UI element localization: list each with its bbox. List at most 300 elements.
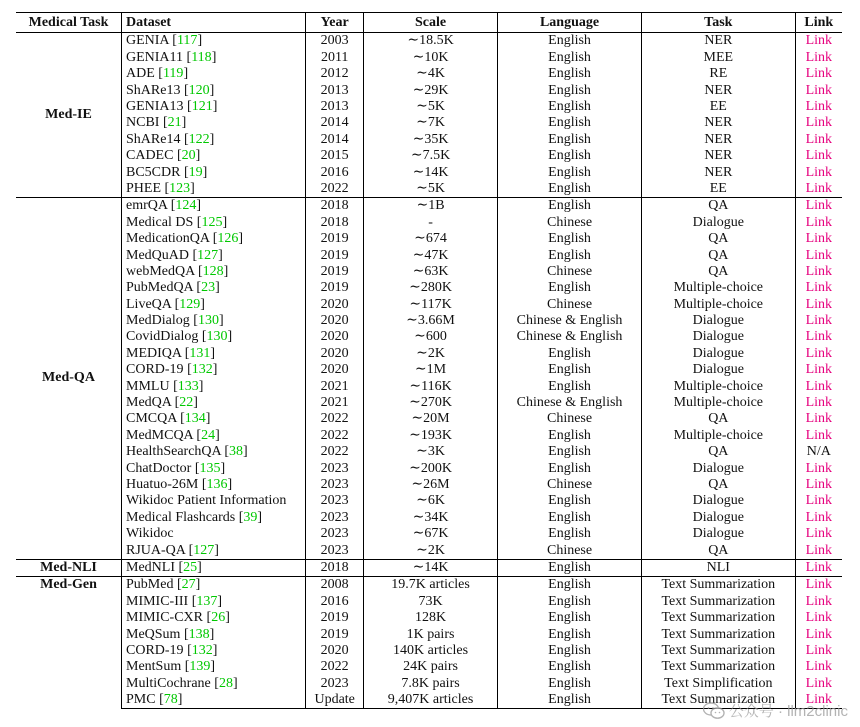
task-cell: Text Summarization bbox=[642, 659, 796, 675]
dataset-cell: ShARe13 [120] bbox=[122, 82, 306, 98]
year-cell: 2019 bbox=[306, 247, 364, 263]
task-cell: Text Summarization bbox=[642, 593, 796, 609]
citation-ref[interactable]: 132 bbox=[191, 362, 213, 378]
dataset-cell: MultiCochrane [28] bbox=[122, 675, 306, 691]
scale-cell: 73K bbox=[363, 593, 497, 609]
table-row bbox=[16, 395, 842, 411]
dataset-cell: PubMed [27] bbox=[122, 576, 306, 593]
citation-ref[interactable]: 20 bbox=[181, 148, 196, 164]
task-cell: Dialogue bbox=[642, 493, 796, 509]
task-cell: Multiple-choice bbox=[642, 378, 796, 394]
year-cell: 2023 bbox=[306, 542, 364, 559]
dataset-cell: CORD-19 [132] bbox=[122, 362, 306, 378]
dataset-link[interactable]: Link bbox=[805, 610, 833, 626]
link-cell bbox=[795, 131, 842, 147]
dataset-name: CORD-19 bbox=[126, 362, 184, 378]
dataset-name: MedMCQA bbox=[126, 427, 193, 443]
dataset-name: MMLU bbox=[126, 378, 170, 394]
header-task: Task bbox=[642, 13, 796, 33]
table-row bbox=[16, 411, 842, 427]
language-cell: Chinese bbox=[498, 214, 642, 230]
link-cell bbox=[795, 148, 842, 164]
table-row bbox=[16, 33, 842, 50]
table-row bbox=[16, 164, 842, 180]
dataset-link[interactable]: Link bbox=[805, 231, 833, 247]
task-cell: Multiple-choice bbox=[642, 280, 796, 296]
task-cell: Dialogue bbox=[642, 460, 796, 476]
dataset-link[interactable]: Link bbox=[805, 659, 833, 675]
table-row bbox=[16, 181, 842, 198]
dataset-link[interactable]: Link bbox=[805, 296, 833, 312]
task-cell: Dialogue bbox=[642, 329, 796, 345]
table-row bbox=[16, 49, 842, 65]
link-cell bbox=[795, 181, 842, 198]
table-row bbox=[16, 99, 842, 115]
language-cell: Chinese bbox=[498, 263, 642, 279]
task-cell: Text Summarization bbox=[642, 610, 796, 626]
link-cell bbox=[795, 49, 842, 65]
link-cell bbox=[795, 345, 842, 361]
link-cell bbox=[795, 66, 842, 82]
dataset-name: CADEC bbox=[126, 148, 174, 164]
table-row bbox=[16, 214, 842, 230]
dataset-link[interactable]: Link bbox=[805, 378, 833, 394]
year-cell: 2023 bbox=[306, 675, 364, 691]
dataset-link[interactable]: Link bbox=[805, 329, 833, 345]
year-cell: 2013 bbox=[306, 82, 364, 98]
language-cell: English bbox=[498, 626, 642, 642]
scale-cell: ∼14K bbox=[363, 559, 497, 576]
dataset-name: MedicationQA bbox=[126, 231, 210, 247]
dataset-link[interactable]: Link bbox=[805, 263, 833, 279]
year-cell: 2019 bbox=[306, 231, 364, 247]
dataset-link[interactable]: Link bbox=[805, 476, 833, 492]
task-cell: QA bbox=[642, 197, 796, 214]
header-medical-task: Medical Task bbox=[16, 13, 122, 33]
table-row bbox=[16, 509, 842, 525]
scale-cell: ∼280K bbox=[363, 280, 497, 296]
task-cell: Dialogue bbox=[642, 214, 796, 230]
link-cell bbox=[795, 164, 842, 180]
scale-cell: 140K articles bbox=[363, 642, 497, 658]
table-row bbox=[16, 148, 842, 164]
year-cell: 2014 bbox=[306, 115, 364, 131]
link-cell bbox=[795, 362, 842, 378]
dataset-cell: CovidDialog [130] bbox=[122, 329, 306, 345]
dataset-link[interactable]: Link bbox=[805, 345, 833, 361]
dataset-name: GENIA11 bbox=[126, 49, 184, 65]
citation-ref[interactable]: 130 bbox=[206, 329, 228, 345]
language-cell: English bbox=[498, 99, 642, 115]
task-cell: NER bbox=[642, 82, 796, 98]
group-med-gen bbox=[16, 576, 842, 708]
dataset-name: MedNLI bbox=[126, 559, 175, 575]
link-cell bbox=[795, 559, 842, 576]
scale-cell: 128K bbox=[363, 610, 497, 626]
year-cell: 2020 bbox=[306, 329, 364, 345]
dataset-cell: CORD-19 [132] bbox=[122, 642, 306, 658]
year-cell: 2014 bbox=[306, 131, 364, 147]
dataset-name: CMCQA bbox=[126, 411, 177, 427]
table-row bbox=[16, 460, 842, 476]
citation-ref[interactable]: 128 bbox=[202, 263, 224, 279]
watermark-text: 公众号 · llm2clinic bbox=[728, 703, 848, 720]
dataset-link[interactable]: Link bbox=[805, 509, 833, 525]
dataset-link[interactable]: Link bbox=[805, 362, 833, 378]
task-cell: Dialogue bbox=[642, 362, 796, 378]
scale-cell: ∼20M bbox=[363, 411, 497, 427]
table-row bbox=[16, 231, 842, 247]
dataset-name: NCBI bbox=[126, 115, 160, 131]
year-cell: 2008 bbox=[306, 576, 364, 593]
dataset-cell: MedMCQA [24] bbox=[122, 427, 306, 443]
language-cell: English bbox=[498, 559, 642, 576]
language-cell: English bbox=[498, 115, 642, 131]
dataset-cell: BC5CDR [19] bbox=[122, 164, 306, 180]
language-cell: Chinese bbox=[498, 542, 642, 559]
citation-ref[interactable]: 125 bbox=[201, 214, 223, 230]
citation-ref[interactable]: 122 bbox=[188, 131, 210, 147]
year-cell: 2018 bbox=[306, 559, 364, 576]
dataset-cell: CADEC [20] bbox=[122, 148, 306, 164]
link-cell bbox=[795, 296, 842, 312]
citation-ref[interactable]: 134 bbox=[184, 411, 206, 427]
table-row bbox=[16, 444, 842, 460]
dataset-cell: PubMedQA [23] bbox=[122, 280, 306, 296]
citation-ref[interactable]: 131 bbox=[189, 345, 211, 361]
language-cell: English bbox=[498, 66, 642, 82]
citation-ref[interactable]: 39 bbox=[243, 509, 258, 525]
language-cell: English bbox=[498, 378, 642, 394]
scale-cell: ∼4K bbox=[363, 66, 497, 82]
language-cell: Chinese bbox=[498, 411, 642, 427]
dataset-link[interactable]: Link bbox=[805, 626, 833, 642]
scale-cell: ∼1M bbox=[363, 362, 497, 378]
dataset-name: MIMIC-CXR bbox=[126, 610, 204, 626]
citation-ref[interactable]: 24 bbox=[201, 427, 216, 443]
scale-cell: ∼600 bbox=[363, 329, 497, 345]
dataset-link[interactable]: Link bbox=[805, 99, 833, 114]
medical-task-cell: Med-NLI bbox=[16, 559, 122, 576]
language-cell: English bbox=[498, 675, 642, 691]
dataset-link[interactable]: Link bbox=[805, 526, 833, 542]
citation-ref[interactable]: 127 bbox=[193, 542, 215, 558]
table-row bbox=[16, 329, 842, 345]
citation-ref[interactable]: 133 bbox=[177, 378, 199, 394]
dataset-link[interactable]: Link bbox=[805, 427, 833, 443]
language-cell: English bbox=[498, 610, 642, 626]
dataset-link[interactable]: Link bbox=[805, 280, 833, 296]
table-row bbox=[16, 675, 842, 691]
language-cell: English bbox=[498, 231, 642, 247]
task-cell: Text Summarization bbox=[642, 576, 796, 593]
table-row bbox=[16, 542, 842, 559]
dataset-name: Wikidoc bbox=[126, 526, 174, 542]
header-year: Year bbox=[306, 13, 364, 33]
link-cell bbox=[795, 642, 842, 658]
task-cell: NER bbox=[642, 164, 796, 180]
dataset-name: MultiCochrane bbox=[126, 675, 211, 691]
dataset-link[interactable]: Link bbox=[805, 33, 833, 49]
citation-ref[interactable]: 127 bbox=[197, 247, 219, 263]
scale-cell: ∼3K bbox=[363, 444, 497, 460]
dataset-cell: emrQA [124] bbox=[122, 197, 306, 214]
dataset-cell: webMedQA [128] bbox=[122, 263, 306, 279]
dataset-name: GENIA13 bbox=[126, 99, 184, 114]
citation-ref[interactable]: 25 bbox=[183, 559, 198, 575]
citation-ref[interactable]: 139 bbox=[189, 659, 211, 675]
task-cell: QA bbox=[642, 231, 796, 247]
header-dataset: Dataset bbox=[122, 13, 306, 33]
citation-ref[interactable]: 121 bbox=[191, 99, 213, 114]
year-cell: 2020 bbox=[306, 345, 364, 361]
dataset-link[interactable]: Link bbox=[805, 395, 833, 411]
link-cell bbox=[795, 444, 842, 460]
dataset-link[interactable]: Link bbox=[805, 460, 833, 476]
task-cell: QA bbox=[642, 263, 796, 279]
scale-cell: ∼270K bbox=[363, 395, 497, 411]
scale-cell: ∼14K bbox=[363, 164, 497, 180]
dataset-link[interactable]: Link bbox=[805, 66, 833, 82]
dataset-name: Huatuo-26M bbox=[126, 476, 199, 492]
language-cell: English bbox=[498, 526, 642, 542]
citation-ref[interactable]: 118 bbox=[191, 49, 212, 65]
citation-ref[interactable]: 132 bbox=[191, 642, 213, 658]
header-language: Language bbox=[498, 13, 642, 33]
language-cell: English bbox=[498, 460, 642, 476]
link-cell bbox=[795, 214, 842, 230]
language-cell: English bbox=[498, 444, 642, 460]
citation-ref[interactable]: 27 bbox=[181, 577, 196, 593]
dataset-name: HealthSearchQA bbox=[126, 444, 221, 460]
task-cell: QA bbox=[642, 247, 796, 263]
language-cell: English bbox=[498, 593, 642, 609]
citation-ref[interactable]: 21 bbox=[167, 115, 182, 131]
task-cell: Multiple-choice bbox=[642, 427, 796, 443]
citation-ref[interactable]: 137 bbox=[196, 593, 218, 609]
dataset-cell: ChatDoctor [135] bbox=[122, 460, 306, 476]
dataset-link[interactable]: Link bbox=[805, 675, 833, 691]
table-row bbox=[16, 280, 842, 296]
header-scale: Scale bbox=[363, 13, 497, 33]
dataset-name: Wikidoc Patient Information bbox=[126, 493, 287, 509]
dataset-link[interactable]: Link bbox=[805, 692, 833, 708]
link-cell bbox=[795, 231, 842, 247]
citation-ref[interactable]: 23 bbox=[201, 280, 216, 296]
dataset-name: LiveQA bbox=[126, 296, 172, 312]
citation-ref[interactable]: 129 bbox=[179, 296, 201, 312]
dataset-link[interactable]: Link bbox=[805, 559, 833, 575]
year-cell: 2020 bbox=[306, 313, 364, 329]
dataset-name: MIMIC-III bbox=[126, 593, 189, 609]
dataset-link[interactable]: Link bbox=[805, 198, 833, 214]
dataset-link[interactable]: Link bbox=[805, 115, 833, 131]
scale-cell: ∼18.5K bbox=[363, 33, 497, 50]
task-cell: NER bbox=[642, 33, 796, 50]
scale-cell: ∼34K bbox=[363, 509, 497, 525]
scale-cell: 9,407K articles bbox=[363, 692, 497, 709]
scale-cell: ∼1B bbox=[363, 197, 497, 214]
citation-ref[interactable]: 28 bbox=[218, 675, 233, 691]
dataset-name: ShARe14 bbox=[126, 131, 181, 147]
year-cell: 2012 bbox=[306, 66, 364, 82]
dataset-cell: MEDIQA [131] bbox=[122, 345, 306, 361]
link-cell bbox=[795, 33, 842, 50]
citation-ref[interactable]: 78 bbox=[163, 692, 178, 708]
year-cell: 2021 bbox=[306, 378, 364, 394]
year-cell: 2022 bbox=[306, 427, 364, 443]
citation-ref[interactable]: 126 bbox=[217, 231, 239, 247]
dataset-cell: Medical Flashcards [39] bbox=[122, 509, 306, 525]
language-cell: Chinese & English bbox=[498, 313, 642, 329]
citation-ref[interactable]: 138 bbox=[188, 626, 210, 642]
citation-ref[interactable]: 38 bbox=[229, 444, 244, 460]
link-cell bbox=[795, 610, 842, 626]
dataset-name: ShARe13 bbox=[126, 82, 181, 98]
task-cell: Text Simplification bbox=[642, 675, 796, 691]
year-cell: 2023 bbox=[306, 460, 364, 476]
task-cell: Text Summarization bbox=[642, 642, 796, 658]
link-cell bbox=[795, 526, 842, 542]
table-row bbox=[16, 131, 842, 147]
table-row bbox=[16, 626, 842, 642]
year-cell: 2021 bbox=[306, 395, 364, 411]
scale-cell: ∼63K bbox=[363, 263, 497, 279]
dataset-link[interactable]: Link bbox=[805, 164, 833, 180]
link-na: N/A bbox=[806, 444, 831, 460]
table-row bbox=[16, 115, 842, 131]
link-cell bbox=[795, 542, 842, 559]
citation-ref[interactable]: 119 bbox=[162, 66, 184, 82]
scale-cell: ∼47K bbox=[363, 247, 497, 263]
dataset-name: MEDIQA bbox=[126, 345, 182, 361]
scale-cell: ∼117K bbox=[363, 296, 497, 312]
dataset-link[interactable]: Link bbox=[805, 148, 833, 164]
dataset-cell: RJUA-QA [127] bbox=[122, 542, 306, 559]
citation-ref[interactable]: 26 bbox=[211, 610, 226, 626]
dataset-link[interactable]: Link bbox=[805, 411, 833, 427]
task-cell: EE bbox=[642, 99, 796, 115]
table-row bbox=[16, 247, 842, 263]
dataset-link[interactable]: Link bbox=[805, 313, 833, 329]
dataset-cell: MedQA [22] bbox=[122, 395, 306, 411]
group-med-ie bbox=[16, 33, 842, 198]
dataset-link[interactable]: Link bbox=[805, 131, 833, 147]
dataset-link[interactable]: Link bbox=[805, 82, 833, 98]
dataset-link[interactable]: Link bbox=[805, 214, 833, 230]
citation-ref[interactable]: 124 bbox=[175, 198, 197, 214]
task-cell: Multiple-choice bbox=[642, 296, 796, 312]
link-cell bbox=[795, 280, 842, 296]
link-cell bbox=[795, 247, 842, 263]
table-row bbox=[16, 263, 842, 279]
header-link: Link bbox=[795, 13, 842, 33]
year-cell: 2019 bbox=[306, 610, 364, 626]
task-cell: Dialogue bbox=[642, 509, 796, 525]
dataset-cell: MedDialog [130] bbox=[122, 313, 306, 329]
citation-ref[interactable]: 136 bbox=[206, 476, 228, 492]
table-row bbox=[16, 378, 842, 394]
language-cell: Chinese & English bbox=[498, 329, 642, 345]
dataset-link[interactable]: Link bbox=[805, 493, 833, 509]
language-cell: English bbox=[498, 82, 642, 98]
header-row bbox=[16, 13, 842, 33]
dataset-link[interactable]: Link bbox=[805, 642, 833, 658]
language-cell: English bbox=[498, 49, 642, 65]
scale-cell: 19.7K articles bbox=[363, 576, 497, 593]
citation-ref[interactable]: 130 bbox=[197, 313, 219, 329]
task-cell: RE bbox=[642, 66, 796, 82]
table-row bbox=[16, 493, 842, 509]
dataset-name: Medical Flashcards bbox=[126, 509, 236, 525]
year-cell: 2016 bbox=[306, 593, 364, 609]
citation-ref[interactable]: 117 bbox=[176, 33, 198, 49]
table-row bbox=[16, 296, 842, 312]
table-row bbox=[16, 66, 842, 82]
citation-ref[interactable]: 19 bbox=[188, 164, 203, 180]
citation-ref[interactable]: 123 bbox=[169, 180, 191, 196]
language-cell: English bbox=[498, 576, 642, 593]
dataset-link[interactable]: Link bbox=[805, 49, 833, 65]
dataset-cell: PHEE [123] bbox=[122, 181, 306, 198]
dataset-cell: Huatuo-26M [136] bbox=[122, 477, 306, 493]
link-cell bbox=[795, 626, 842, 642]
dataset-cell: MeQSum [138] bbox=[122, 626, 306, 642]
dataset-link[interactable]: Link bbox=[805, 542, 833, 558]
dataset-cell: Medical DS [125] bbox=[122, 214, 306, 230]
table-row bbox=[16, 82, 842, 98]
link-cell bbox=[795, 99, 842, 115]
link-cell bbox=[795, 411, 842, 427]
scale-cell: ∼674 bbox=[363, 231, 497, 247]
medical-task-cell: Med-Gen bbox=[16, 576, 122, 708]
citation-ref[interactable]: 120 bbox=[188, 82, 210, 98]
table-row bbox=[16, 692, 842, 709]
dataset-name: PHEE bbox=[126, 180, 161, 196]
link-cell bbox=[795, 493, 842, 509]
citation-ref[interactable]: 135 bbox=[199, 460, 221, 476]
dataset-cell: MIMIC-III [137] bbox=[122, 593, 306, 609]
table-row bbox=[16, 477, 842, 493]
dataset-link[interactable]: Link bbox=[805, 577, 833, 593]
year-cell: 2023 bbox=[306, 509, 364, 525]
scale-cell: ∼5K bbox=[363, 181, 497, 198]
dataset-cell: MMLU [133] bbox=[122, 378, 306, 394]
year-cell: 2023 bbox=[306, 526, 364, 542]
table-row bbox=[16, 559, 842, 576]
group-med-qa bbox=[16, 197, 842, 559]
scale-cell: ∼116K bbox=[363, 378, 497, 394]
dataset-link[interactable]: Link bbox=[805, 180, 833, 196]
dataset-name: Medical DS bbox=[126, 214, 194, 230]
dataset-link[interactable]: Link bbox=[805, 593, 833, 609]
dataset-cell: GENIA [117] bbox=[122, 33, 306, 50]
year-cell: 2023 bbox=[306, 493, 364, 509]
year-cell: 2003 bbox=[306, 33, 364, 50]
dataset-name: PubMedQA bbox=[126, 280, 193, 296]
dataset-cell: MedicationQA [126] bbox=[122, 231, 306, 247]
medical-task-cell: Med-QA bbox=[16, 197, 122, 559]
dataset-cell: LiveQA [129] bbox=[122, 296, 306, 312]
year-cell: 2019 bbox=[306, 280, 364, 296]
table-row bbox=[16, 526, 842, 542]
medical-task-cell: Med-IE bbox=[16, 33, 122, 198]
dataset-name: GENIA bbox=[126, 33, 169, 49]
scale-cell: ∼29K bbox=[363, 82, 497, 98]
scale-cell: ∼5K bbox=[363, 99, 497, 115]
citation-ref[interactable]: 22 bbox=[179, 395, 194, 411]
dataset-link[interactable]: Link bbox=[805, 247, 833, 263]
